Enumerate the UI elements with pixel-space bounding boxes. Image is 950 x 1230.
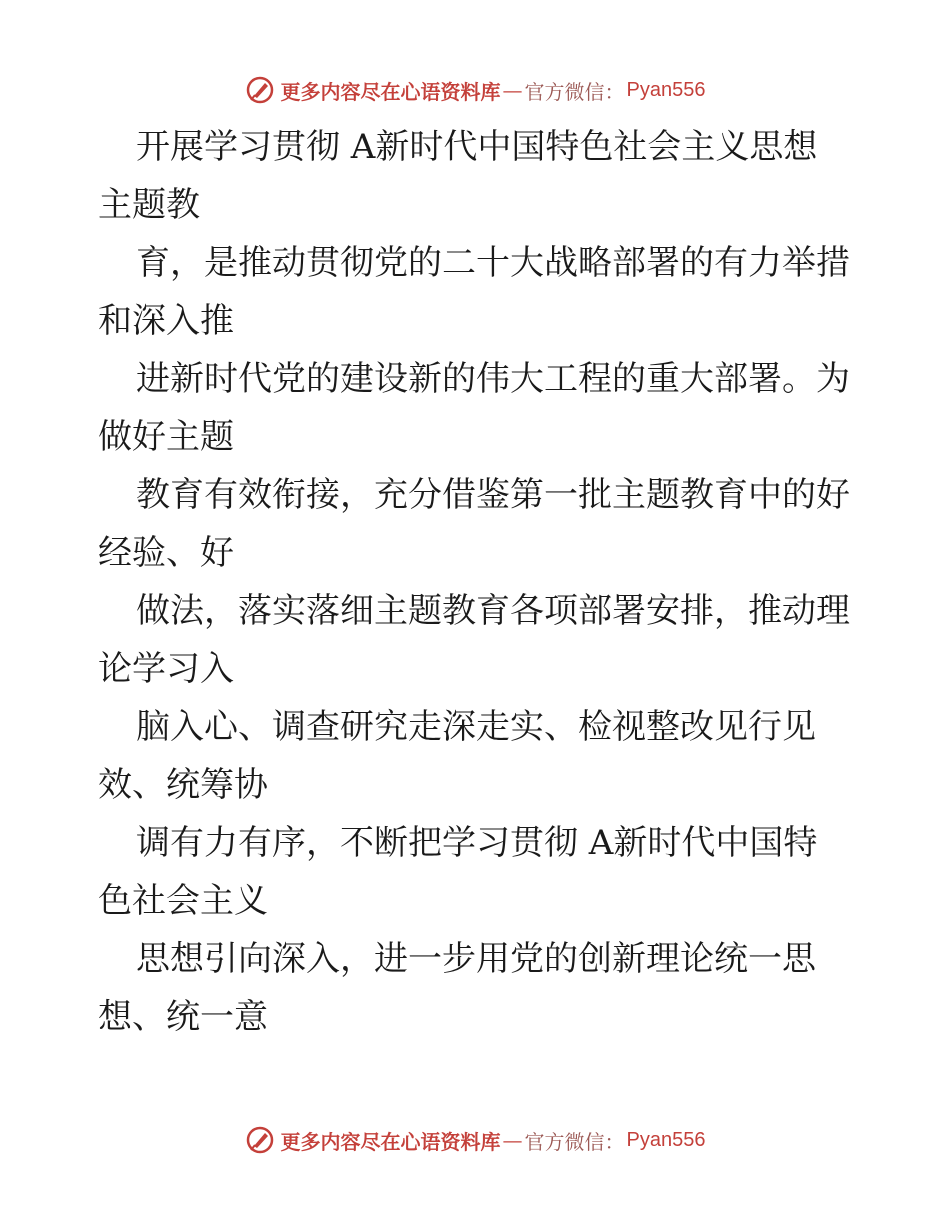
text-line: 思想引向深入，进一步用党的创新理论统一思 (136, 939, 816, 979)
text-line: 效、统筹协 (98, 765, 268, 805)
watermark-wechat-id: Pyan556 (626, 1128, 706, 1151)
text-line: 脑入心、调查研究走深走实、检视整改见行见 (136, 707, 816, 747)
watermark-separator: — (502, 78, 523, 102)
watermark-main-text: 更多内容尽在心语资料库 (280, 79, 501, 104)
body-text (98, 118, 858, 1046)
watermark-wechat-id: Pyan556 (626, 78, 706, 101)
watermark-sub-text: 官方微信： (524, 79, 625, 104)
quill-pen-circle-icon (245, 1125, 275, 1155)
text-line: 经验、好 (98, 533, 234, 573)
text-line: 主题教 (98, 185, 200, 225)
quill-pen-circle-icon (245, 75, 275, 105)
text-line: 和深入推 (98, 301, 234, 341)
text-line: 做法，落实落细主题教育各项部署安排，推动理 (136, 591, 850, 631)
text-line: 论学习入 (98, 649, 234, 689)
watermark-separator: — (502, 1128, 523, 1152)
text-line: 教育有效衔接，充分借鉴第一批主题教育中的好 (136, 475, 850, 515)
text-line: 做好主题 (98, 417, 234, 457)
text-line: 进新时代党的建设新的伟大工程的重大部署。为 (136, 359, 850, 399)
header-watermark (0, 70, 950, 110)
text-line: 育，是推动贯彻党的二十大战略部署的有力举措 (136, 243, 850, 283)
text-line: 色社会主义 (98, 881, 268, 921)
text-line: 开展学习贯彻 A新时代中国特色社会主义思想 (136, 127, 818, 167)
text-line: 想、统一意 (98, 997, 268, 1037)
watermark-main-text: 更多内容尽在心语资料库 (280, 1129, 501, 1154)
text-line: 调有力有序，不断把学习贯彻 A新时代中国特 (136, 823, 818, 863)
watermark-sub-text: 官方微信： (524, 1129, 625, 1154)
footer-watermark (0, 1120, 950, 1160)
